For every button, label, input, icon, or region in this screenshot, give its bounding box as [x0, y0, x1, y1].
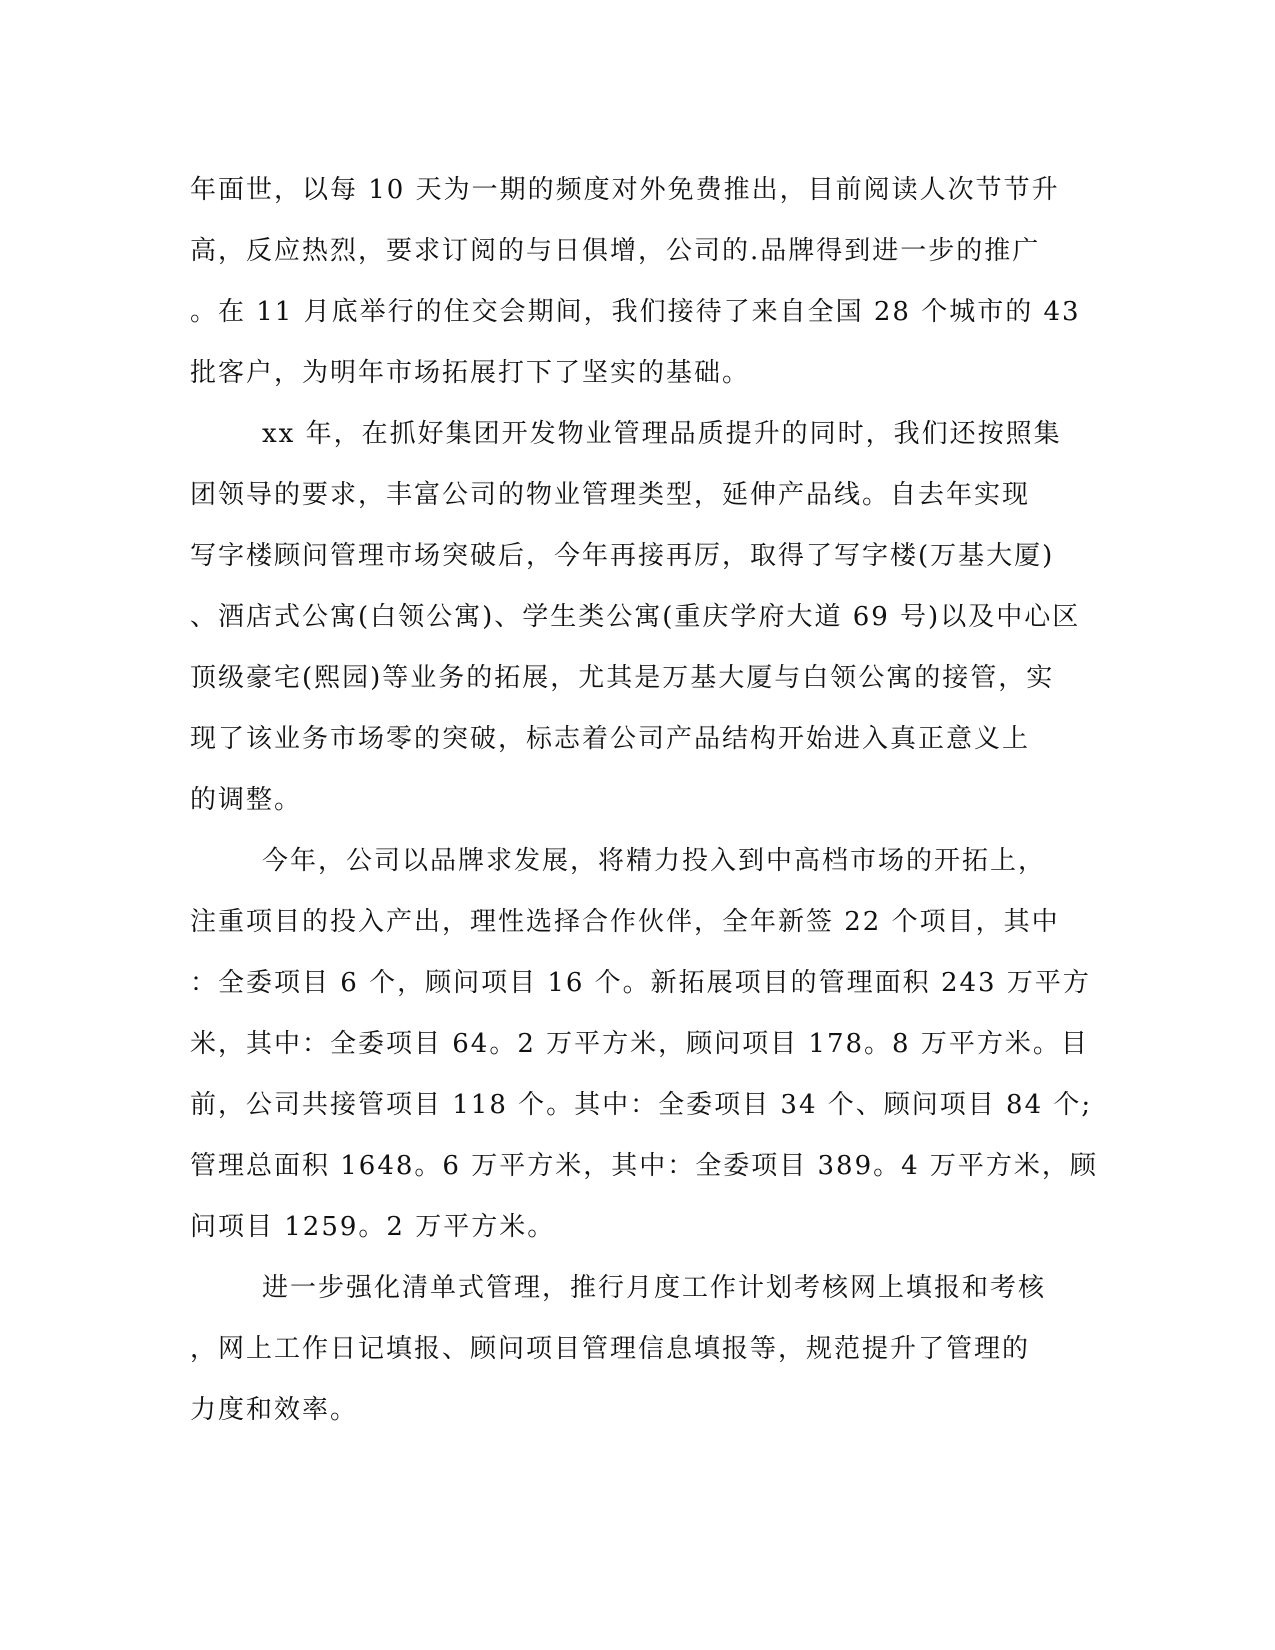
text-line: 问项目 1259。2 万平方米。 — [190, 1212, 556, 1242]
paragraph-3 — [190, 831, 1098, 1258]
text-line: 团领导的要求，丰富公司的物业管理类型，延伸产品线。自去年实现 — [190, 480, 1031, 510]
text-line: 。在 11 月底举行的住交会期间，我们接待了来自全国 28 个城市的 43 — [190, 297, 1081, 327]
text-line: 进一步强化清单式管理，推行月度工作计划考核网上填报和考核 — [262, 1273, 1047, 1303]
text-line: 前，公司共接管项目 118 个。其中：全委项目 34 个、顾问项目 84 个; — [190, 1090, 1093, 1120]
text-line: 今年，公司以品牌求发展，将精力投入到中高档市场的开拓上， — [262, 846, 1047, 876]
paragraph-2 — [190, 404, 1080, 831]
text-line: 写字楼顾问管理市场突破后，今年再接再厉，取得了写字楼(万基大厦) — [190, 541, 1055, 571]
text-line: 批客户，为明年市场拓展打下了坚实的基础。 — [190, 358, 751, 388]
paragraph-1 — [190, 160, 1080, 404]
text-line: 力度和效率。 — [190, 1395, 359, 1425]
text-line: 高，反应热烈，要求订阅的与日俱增，公司的.品牌得到进一步的推广 — [190, 236, 1041, 266]
text-line: 米，其中：全委项目 64。2 万平方米，顾问项目 178。8 万平方米。目 — [190, 1029, 1089, 1059]
paragraph-4 — [190, 1258, 1080, 1441]
text-line: 的调整。 — [190, 785, 303, 815]
text-line: 、酒店式公寓(白领公寓)、学生类公寓(重庆学府大道 69 号)以及中心区 — [190, 602, 1081, 632]
text-line: 管理总面积 1648。6 万平方米，其中：全委项目 389。4 万平方米，顾 — [190, 1151, 1098, 1181]
text-line: 顶级豪宅(熙园)等业务的拓展，尤其是万基大厦与白领公寓的接管，实 — [190, 663, 1055, 693]
text-line: ：全委项目 6 个，顾问项目 16 个。新拓展项目的管理面积 243 万平方 — [190, 968, 1091, 998]
text-line: ，网上工作日记填报、顾问项目管理信息填报等，规范提升了管理的 — [190, 1334, 1031, 1364]
text-line: 年面世，以每 10 天为一期的频度对外免费推出，目前阅读人次节节升 — [190, 175, 1060, 205]
document-body — [190, 160, 1098, 1441]
text-line: 现了该业务市场零的突破，标志着公司产品结构开始进入真正意义上 — [190, 724, 1031, 754]
text-line: 注重项目的投入产出，理性选择合作伙伴，全年新签 22 个项目，其中 — [190, 907, 1060, 937]
text-line: xx 年，在抓好集团开发物业管理品质提升的同时，我们还按照集 — [262, 419, 1062, 449]
